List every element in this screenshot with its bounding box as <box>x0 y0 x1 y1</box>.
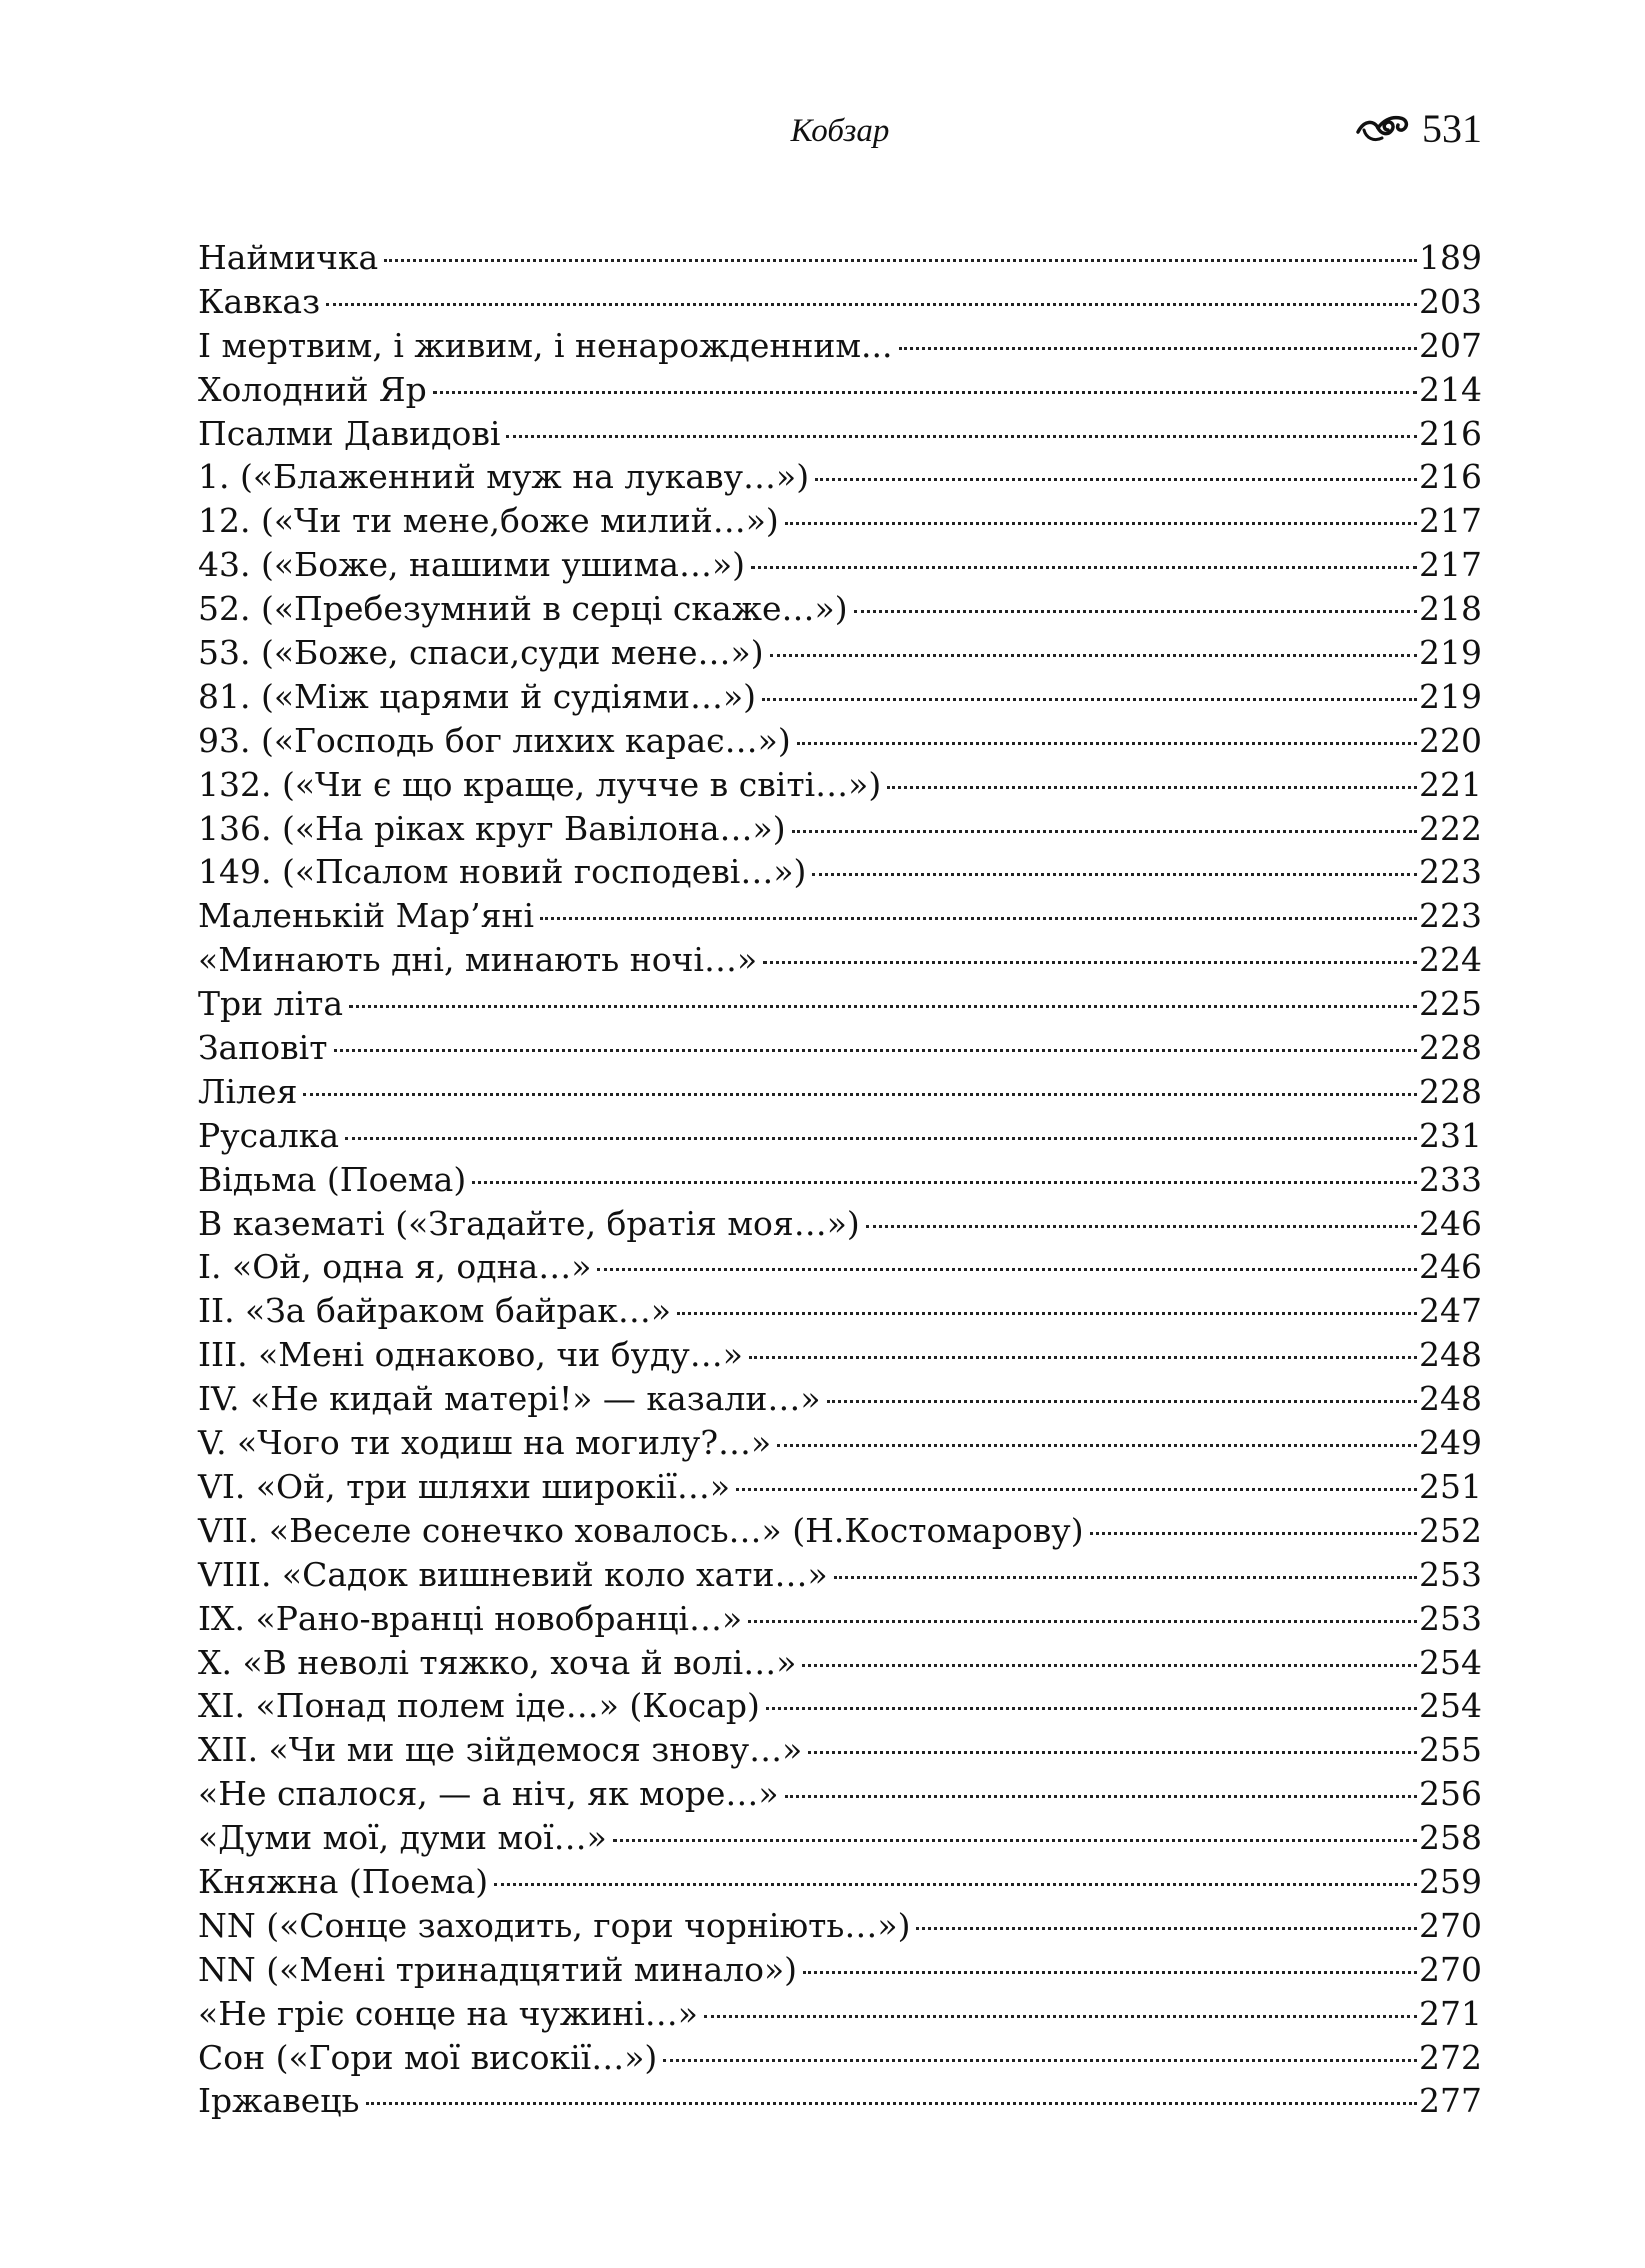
toc-entry-title: Іржавець <box>198 2081 360 2121</box>
toc-entry-title: NN («Мені тринадцятий минало») <box>198 1949 798 1989</box>
dot-leader <box>785 522 1417 525</box>
toc-entry-title: Заповіт <box>198 1028 328 1068</box>
dot-leader <box>785 1795 1417 1798</box>
dot-leader <box>663 2059 1417 2062</box>
dot-leader <box>345 1137 1417 1140</box>
toc-entry-page: 218 <box>1419 589 1482 629</box>
toc-entry-title: VII. «Веселе сонечко ховалось…» (Н.Костомарову) <box>198 1510 1084 1550</box>
toc-entry[interactable] <box>198 850 1482 894</box>
toc-entry-page: 249 <box>1419 1423 1482 1463</box>
toc-entry-page: 256 <box>1419 1774 1482 1814</box>
toc-entry-title: 132. («Чи є що краще, лучче в світі…») <box>198 764 882 804</box>
toc-entry-page: 214 <box>1419 369 1482 409</box>
dot-leader <box>808 1751 1417 1754</box>
toc-entry-page: 223 <box>1419 896 1482 936</box>
toc-entry[interactable] <box>198 1202 1482 1246</box>
toc-entry-page: 251 <box>1419 1466 1482 1506</box>
book-title: Кобзар <box>790 113 890 149</box>
toc-entry-title: Княжна (Поема) <box>198 1861 489 1901</box>
toc-entry[interactable] <box>198 543 1482 587</box>
toc-entry-title: 93. («Господь бог лихих карає…») <box>198 720 791 760</box>
toc-entry[interactable] <box>198 631 1482 675</box>
toc-entry-title: Кавказ <box>198 281 321 321</box>
dot-leader <box>366 2102 1418 2105</box>
dot-leader <box>613 1839 1417 1842</box>
toc-entry-title: Русалка <box>198 1115 340 1155</box>
dot-leader <box>763 961 1417 964</box>
dot-leader <box>777 1444 1417 1447</box>
toc-entry[interactable] <box>198 1289 1482 1333</box>
running-header <box>198 105 1482 165</box>
toc-entry-title: XII. «Чи ми ще зійдемося знову…» <box>198 1730 803 1770</box>
toc-entry[interactable] <box>198 982 1482 1026</box>
dot-leader <box>812 873 1417 876</box>
dot-leader <box>326 303 1417 306</box>
toc-entry-title: Маленькій Мар’яні <box>198 896 535 936</box>
toc-entry-title: «Минають дні, минають ночі…» <box>198 940 758 980</box>
header-page-marker <box>1356 105 1482 152</box>
toc-entry-page: 219 <box>1419 633 1482 673</box>
toc-entry[interactable] <box>198 1333 1482 1377</box>
toc-entry[interactable] <box>198 2036 1482 2080</box>
dot-leader <box>1090 1532 1417 1535</box>
toc-entry-page: 228 <box>1419 1028 1482 1068</box>
toc-entry-page: 221 <box>1419 764 1482 804</box>
toc-entry-title: 53. («Боже, спаси,суди мене…») <box>198 633 764 673</box>
toc-entry-page: 217 <box>1419 501 1482 541</box>
toc-entry[interactable] <box>198 1948 1482 1992</box>
dot-leader <box>677 1312 1417 1315</box>
dot-leader <box>827 1400 1417 1403</box>
toc-entry[interactable] <box>198 1377 1482 1421</box>
toc-entry[interactable] <box>198 1684 1482 1728</box>
toc-entry-page: 248 <box>1419 1335 1482 1375</box>
toc-entry-page: 253 <box>1419 1554 1482 1594</box>
toc-entry-page: 228 <box>1419 1071 1482 1111</box>
toc-entry-page: 225 <box>1419 984 1482 1024</box>
toc-entry-page: 248 <box>1419 1379 1482 1419</box>
toc-entry-page: 223 <box>1419 852 1482 892</box>
toc-entry-page: 217 <box>1419 545 1482 585</box>
toc-entry[interactable] <box>198 719 1482 763</box>
toc-entry[interactable] <box>198 1553 1482 1597</box>
toc-entry[interactable] <box>198 1860 1482 1904</box>
toc-entry-title: 12. («Чи ти мене,боже милий…») <box>198 501 779 541</box>
toc-entry-page: 224 <box>1419 940 1482 980</box>
toc-entry-title: 1. («Блаженний муж на лукаву…») <box>198 457 810 497</box>
dot-leader <box>749 1356 1417 1359</box>
toc-entry[interactable] <box>198 1245 1482 1289</box>
dot-leader <box>916 1927 1417 1930</box>
toc-entry-title: Псалми Давидові <box>198 413 501 453</box>
toc-entry-title: Три літа <box>198 984 344 1024</box>
toc-entry[interactable] <box>198 807 1482 851</box>
toc-entry[interactable] <box>198 1465 1482 1509</box>
toc-entry[interactable] <box>198 1772 1482 1816</box>
toc-entry[interactable] <box>198 280 1482 324</box>
toc-entry-title: 81. («Між царями й судіями…») <box>198 676 757 716</box>
dot-leader <box>349 1005 1417 1008</box>
toc-entry-page: 216 <box>1419 457 1482 497</box>
toc-entry-title: X. «В неволі тяжко, хоча й волі…» <box>198 1642 797 1682</box>
toc-entry-page: 254 <box>1419 1686 1482 1726</box>
toc-entry[interactable] <box>198 894 1482 938</box>
toc-entry-page: 270 <box>1419 1905 1482 1945</box>
toc-entry-title: NN («Сонце заходить, гори чорніють…») <box>198 1905 911 1945</box>
toc-entry-page: 258 <box>1419 1818 1482 1858</box>
toc-entry-title: IV. «Не кидай матері!» — казали…» <box>198 1379 821 1419</box>
toc-entry-page: 255 <box>1419 1730 1482 1770</box>
toc-entry-page: 246 <box>1419 1203 1482 1243</box>
toc-entry[interactable] <box>198 324 1482 368</box>
toc-entry-page: 233 <box>1419 1159 1482 1199</box>
toc-entry[interactable] <box>198 1421 1482 1465</box>
dot-leader <box>751 566 1417 569</box>
dot-leader <box>766 1707 1417 1710</box>
toc-entry[interactable] <box>198 1728 1482 1772</box>
toc-entry[interactable] <box>198 1597 1482 1641</box>
toc-entry[interactable] <box>198 2079 1482 2123</box>
toc-entry[interactable] <box>198 499 1482 543</box>
dot-leader <box>506 435 1417 438</box>
toc-entry-title: В казематі («Згадайте, братія моя…») <box>198 1203 860 1243</box>
dot-leader <box>854 610 1417 613</box>
toc-entry[interactable] <box>198 675 1482 719</box>
dot-leader <box>384 259 1417 262</box>
dot-leader <box>748 1620 1417 1623</box>
dot-leader <box>334 1049 1418 1052</box>
dot-leader <box>815 478 1417 481</box>
toc-entry[interactable] <box>198 1992 1482 2036</box>
toc-entry[interactable] <box>198 1158 1482 1202</box>
toc-entry-title: Холодний Яр <box>198 369 427 409</box>
toc-entry-title: Відьма (Поема) <box>198 1159 467 1199</box>
toc-entry[interactable] <box>198 236 1482 280</box>
dot-leader <box>540 917 1417 920</box>
dot-leader <box>792 830 1417 833</box>
toc-entry-title: 149. («Псалом новий господеві…») <box>198 852 807 892</box>
toc-entry-page: 189 <box>1419 238 1482 277</box>
toc-entry[interactable] <box>198 1641 1482 1685</box>
dot-leader <box>597 1268 1417 1271</box>
toc-entry[interactable] <box>198 455 1482 499</box>
toc-entry-title: 136. («На ріках круг Вавілона…») <box>198 808 786 848</box>
toc-entry-title: 52. («Пребезумний в серці скаже…») <box>198 589 848 629</box>
dot-leader <box>762 698 1417 701</box>
table-of-contents <box>198 236 1482 2123</box>
toc-entry-page: 246 <box>1419 1247 1482 1287</box>
dot-leader <box>802 1664 1417 1667</box>
toc-entry-title: II. «За байраком байрак…» <box>198 1291 672 1331</box>
dot-leader <box>899 347 1418 350</box>
toc-entry-title: «Не гріє сонце на чужині…» <box>198 1993 698 2033</box>
toc-entry-page: 252 <box>1419 1510 1482 1550</box>
toc-entry-title: Сон («Гори мої високії…») <box>198 2037 658 2077</box>
toc-entry-page: 220 <box>1419 720 1482 760</box>
toc-entry-title: 43. («Боже, нашими ушима…») <box>198 545 746 585</box>
toc-entry-title: V. «Чого ти ходиш на могилу?…» <box>198 1423 772 1463</box>
toc-entry[interactable] <box>198 412 1482 456</box>
toc-entry-title: III. «Мені однаково, чи буду…» <box>198 1335 743 1375</box>
toc-entry-page: 272 <box>1419 2037 1482 2077</box>
toc-entry-title: IX. «Рано-вранці новобранці…» <box>198 1598 743 1638</box>
dot-leader <box>472 1181 1417 1184</box>
toc-entry[interactable] <box>198 1904 1482 1948</box>
toc-entry-title: VI. «Ой, три шляхи широкії…» <box>198 1466 731 1506</box>
toc-entry[interactable] <box>198 368 1482 412</box>
toc-entry-page: 231 <box>1419 1115 1482 1155</box>
toc-entry-title: I. «Ой, одна я, одна…» <box>198 1247 592 1287</box>
dot-leader <box>494 1883 1417 1886</box>
toc-entry[interactable] <box>198 1509 1482 1553</box>
dot-leader <box>704 2015 1417 2018</box>
dot-leader <box>834 1576 1417 1579</box>
toc-entry[interactable] <box>198 1070 1482 1114</box>
toc-entry-title: «Думи мої, думи мої…» <box>198 1818 607 1858</box>
toc-entry-page: 277 <box>1419 2081 1482 2121</box>
dot-leader <box>736 1488 1417 1491</box>
toc-entry[interactable] <box>198 1114 1482 1158</box>
toc-entry-title: Наймичка <box>198 238 379 277</box>
flourish-ornament-icon <box>1356 112 1410 146</box>
toc-entry[interactable] <box>198 938 1482 982</box>
toc-entry-page: 247 <box>1419 1291 1482 1331</box>
toc-entry-page: 219 <box>1419 676 1482 716</box>
dot-leader <box>803 1971 1417 1974</box>
toc-entry-page: 271 <box>1419 1993 1482 2033</box>
toc-entry[interactable] <box>198 1816 1482 1860</box>
page-number: 531 <box>1422 106 1482 151</box>
toc-entry-title: «Не спалося, — а ніч, як море…» <box>198 1774 779 1814</box>
dot-leader <box>770 654 1417 657</box>
toc-entry-page: 270 <box>1419 1949 1482 1989</box>
toc-entry-title: VIII. «Садок вишневий коло хати…» <box>198 1554 828 1594</box>
toc-entry-page: 203 <box>1419 281 1482 321</box>
toc-entry-page: 216 <box>1419 413 1482 453</box>
dot-leader <box>303 1093 1417 1096</box>
toc-entry[interactable] <box>198 1026 1482 1070</box>
toc-entry-page: 259 <box>1419 1861 1482 1901</box>
toc-entry-page: 222 <box>1419 808 1482 848</box>
dot-leader <box>797 742 1417 745</box>
dot-leader <box>433 391 1417 394</box>
toc-entry-title: І мертвим, і живим, і ненарожденним... <box>198 325 893 365</box>
toc-entry-title: Лілея <box>198 1071 298 1111</box>
dot-leader <box>887 786 1417 789</box>
toc-entry-title: XI. «Понад полем іде…» (Косар) <box>198 1686 760 1726</box>
toc-entry[interactable] <box>198 587 1482 631</box>
toc-entry-page: 253 <box>1419 1598 1482 1638</box>
dot-leader <box>866 1225 1417 1228</box>
toc-entry-page: 254 <box>1419 1642 1482 1682</box>
toc-entry[interactable] <box>198 763 1482 807</box>
toc-entry-page: 207 <box>1419 325 1482 365</box>
